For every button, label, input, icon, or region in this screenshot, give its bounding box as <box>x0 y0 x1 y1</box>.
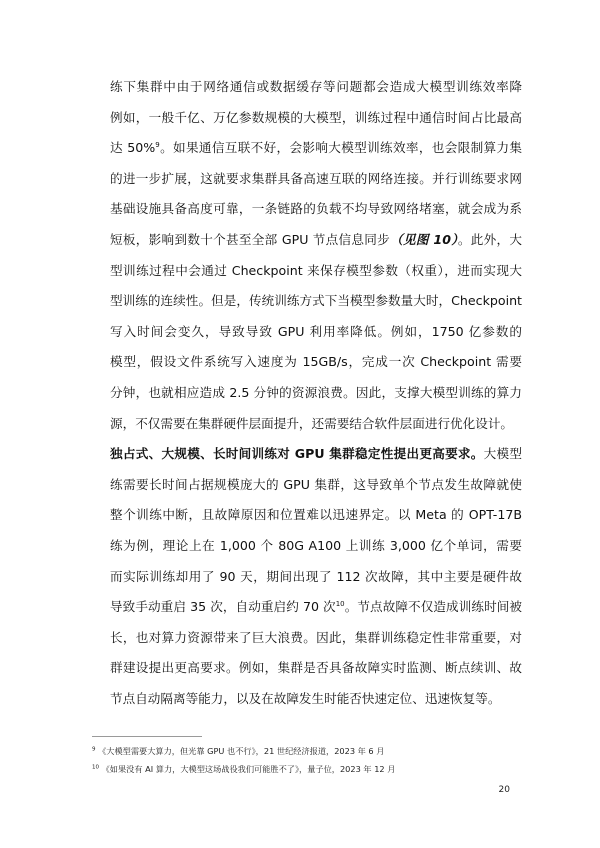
footnote-divider <box>92 736 202 737</box>
text-line <box>110 256 522 287</box>
footnote-ref: 10 <box>335 599 345 608</box>
line-text: 短板，影响到数十个甚至全部 GPU 节点信息同步 <box>110 231 391 247</box>
text-line <box>110 164 522 195</box>
line-text: 型训练过程中会通过 Checkpoint 来保存模型参数（权重），进而实现大 <box>110 262 522 278</box>
footnote <box>92 742 522 760</box>
figure-reference: （见图 10） <box>390 231 458 247</box>
line-text: 练为例，理论上在 1,000 个 80G A100 上训练 3,000 亿个单词，需要 <box>110 537 522 553</box>
line-text-continued: 。如果通信互联不好，会影响大模型训练效率，也会限制算力集 <box>159 140 522 156</box>
footnote-ref: 9 <box>155 141 160 149</box>
text-line <box>110 500 522 531</box>
line-text: 例如，一般千亿、万亿参数规模的大模型，训练过程中通信时间占比最高 <box>110 109 522 125</box>
page-number: 20 <box>498 785 510 795</box>
text-line <box>110 470 522 501</box>
text-line <box>110 531 522 562</box>
line-text: 基础设施具备高度可靠，一条链路的负载不均导致网络堵塞，就会成为系 <box>110 201 522 217</box>
line-text: 节点自动隔离等能力，以及在故障发生时能否快速定位、迅速恢复等。 <box>110 690 501 706</box>
text-line <box>110 72 522 103</box>
line-text: 群建设提出更高要求。例如，集群是否具备故障实时监测、断点续训、故 <box>110 660 522 676</box>
body-text <box>110 72 522 714</box>
text-line <box>110 317 522 348</box>
line-text: 型训练的连续性。但是，传统训练方式下当模型参数量大时，Checkpoint <box>110 293 522 309</box>
text-line <box>110 194 522 225</box>
text-line <box>110 562 522 593</box>
line-text: 而实际训练却用了 90 天，期间出现了 112 次故障，其中主要是硬件故 <box>110 568 522 584</box>
text-line <box>110 653 522 684</box>
line-text: 整个训练中断，且故障原因和位置难以迅速界定。以 Meta 的 OPT-17B <box>110 507 522 523</box>
text-line <box>110 347 522 378</box>
footnote <box>92 760 522 778</box>
line-text: 的进一步扩展，这就要求集群具备高速互联的网络连接。并行训练要求网 <box>110 170 522 186</box>
text-line <box>110 103 522 134</box>
footnote-text: 《如果没有 AI 算力，大模型这场战役我们可能胜不了》，量子位，2023 年 12 月 <box>99 764 396 774</box>
line-text: 练需要长时间占据规模庞大的 GPU 集群，这导致单个节点发生故障就使 <box>110 476 522 492</box>
text-line <box>110 378 522 409</box>
text-line <box>110 684 522 715</box>
text-line <box>110 133 522 164</box>
line-text-continued: 。此外，大 <box>457 231 522 247</box>
text-line <box>110 225 522 256</box>
footnotes <box>92 742 522 778</box>
text-line <box>110 623 522 654</box>
bold-lead-text: 独占式、大规模、长时间训练对 GPU 集群稳定性提出更高要求。 <box>110 446 484 462</box>
line-text: 源，不仅需要在集群硬件层面提升，还需要结合软件层面进行优化设计。 <box>110 415 513 431</box>
line-text-continued: 。节点故障不仅造成训练时间被 <box>344 599 522 615</box>
text-line <box>110 286 522 317</box>
text-line <box>110 592 522 623</box>
line-text: 长，也对算力资源带来了巨大浪费。因此，集群训练稳定性非常重要，对 <box>110 629 522 645</box>
footnote-number: 9 <box>92 746 96 753</box>
line-text: 练下集群中由于网络通信或数据缓存等问题都会造成大模型训练效率降 <box>110 79 522 94</box>
line-text: 模型，假设文件系统写入速度为 15GB/s，完成一次 Checkpoint 需要 <box>110 354 522 370</box>
text-line <box>110 439 522 470</box>
line-text: 写入时间会变久，导致导致 GPU 利用率降低。例如，1750 亿参数的 <box>110 323 522 339</box>
line-text-continued: 大模型 <box>483 446 522 462</box>
line-text: 达 50% <box>110 140 156 156</box>
text-line <box>110 409 522 440</box>
footnote-text: 《大模型需要大算力，但光靠 GPU 也不行》，21 世纪经济报道，2023 年 6 月 <box>95 746 385 756</box>
line-text: 分钟，也就相应造成 2.5 分钟的资源浪费。因此，支撑大模型训练的算力 <box>110 384 522 400</box>
line-text: 导致手动重启 35 次，自动重启约 70 次 <box>110 599 336 615</box>
footnote-number: 10 <box>92 764 99 771</box>
